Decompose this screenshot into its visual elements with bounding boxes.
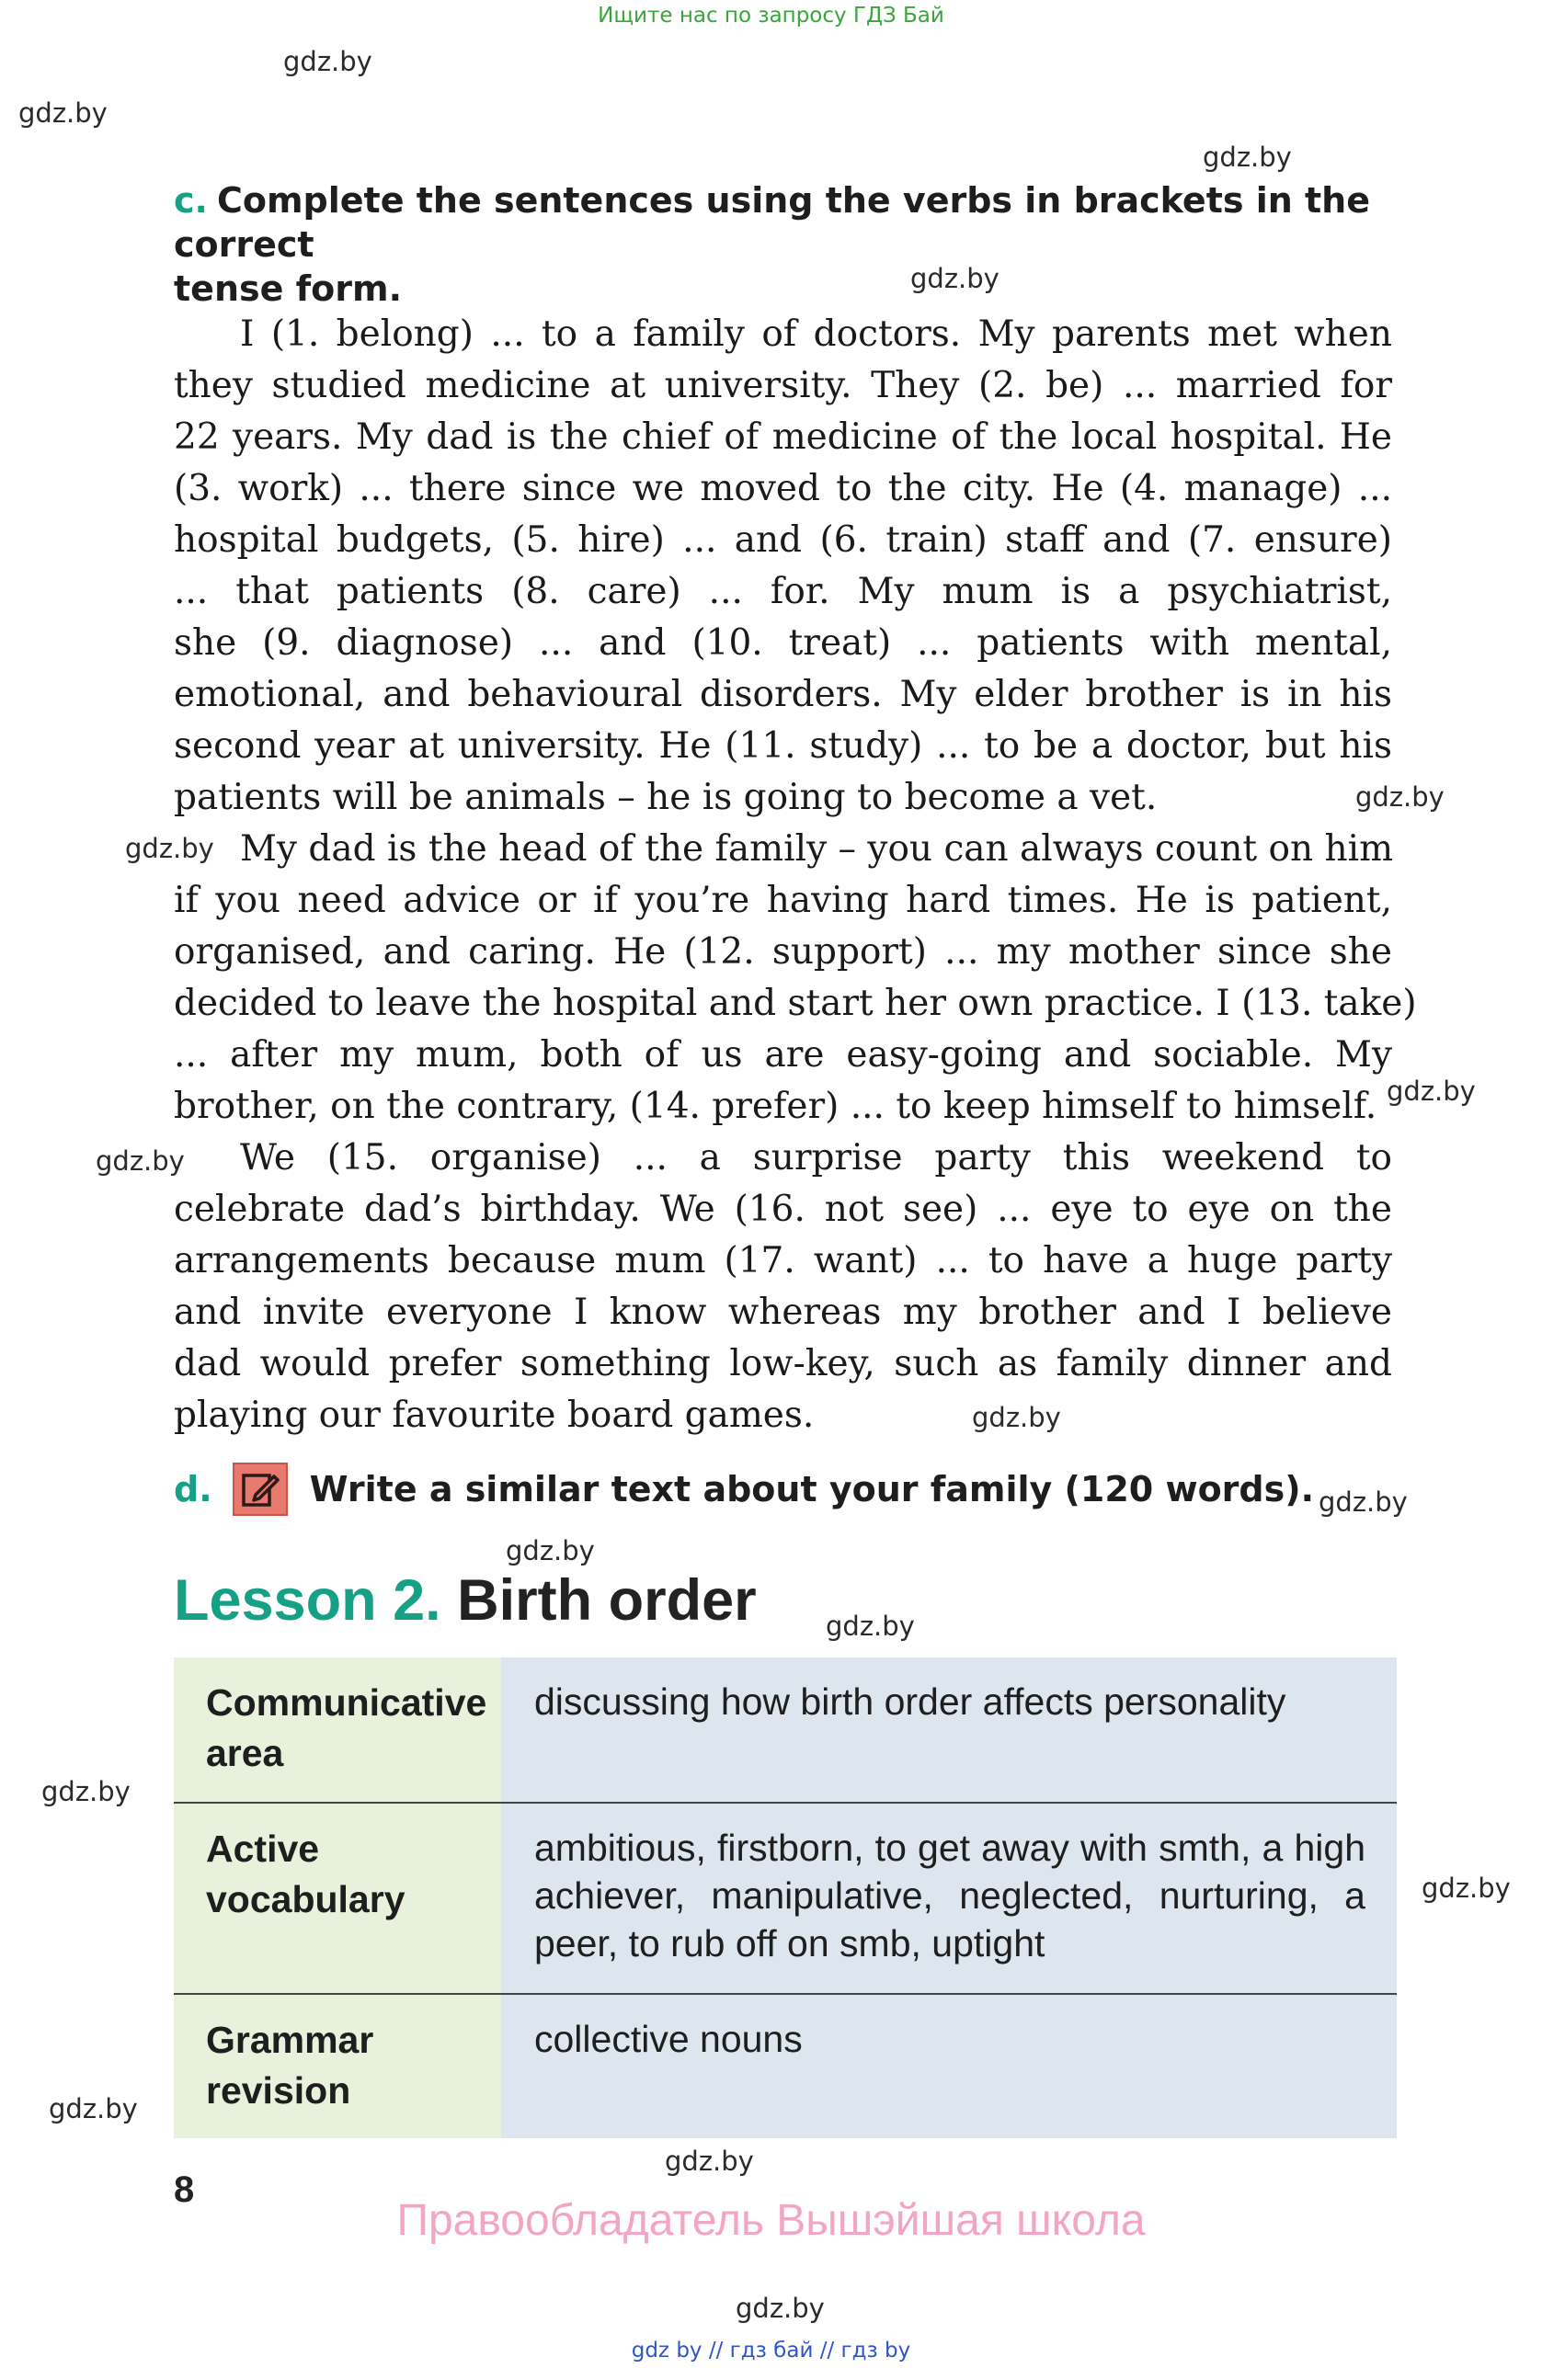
task-c-instruction	[174, 178, 1397, 311]
write-icon	[233, 1463, 288, 1516]
watermark: gdz.by	[1422, 1873, 1511, 1904]
task-letter: d.	[174, 1469, 212, 1509]
text-line: We (15. organise) ... a surprise party this weekend to	[240, 1137, 1392, 1179]
lesson-number: Lesson 2.	[174, 1568, 441, 1633]
text-line: second year at university. He (11. study) ... to be a doctor, but his	[174, 725, 1392, 767]
table-value: collective nouns	[501, 1995, 1397, 2138]
text-line: ... after my mum, both of us are easy-going and sociable. My	[174, 1034, 1392, 1076]
text-line: and invite everyone I know whereas my brother and I believe	[174, 1292, 1392, 1333]
instruction-line: Complete the sentences using the verbs in brackets in the correct	[174, 180, 1371, 265]
table-label	[174, 1995, 501, 2138]
watermark: gdz.by	[1319, 1486, 1408, 1518]
label-line: revision	[206, 2069, 351, 2112]
text-line: arrangements because mum (17. want) ... to have a huge party	[174, 1240, 1392, 1281]
text-line: ... that patients (8. care) ... for. My mum is a psychiatrist,	[174, 571, 1392, 612]
text-line: if you need advice or if you’re having hard times. He is patient,	[174, 880, 1392, 921]
task-d-instruction	[174, 1462, 1314, 1517]
watermark: gdz.by	[41, 1776, 131, 1807]
text-paragraph	[174, 824, 1417, 1133]
text-line: she (9. diagnose) ... and (10. treat) ... patients with mental,	[174, 622, 1392, 664]
watermark: gdz.by	[736, 2293, 825, 2324]
text-line: they studied medicine at university. They (2. be) ... married for	[174, 365, 1392, 406]
search-hint-link[interactable]: Ищите нас по запросу ГДЗ Бай	[598, 4, 944, 28]
footer-links[interactable]: gdz by // гдз бай // гдз by	[631, 2339, 911, 2363]
task-d-text: Write a similar text about your family (120 words).	[309, 1469, 1315, 1509]
text-line: hospital budgets, (5. hire) ... and (6. train) staff and (7. ensure)	[174, 519, 1392, 561]
rights-holder: Правообладатель Вышэйшая школа	[396, 2196, 1146, 2245]
lesson-title	[174, 1567, 757, 1634]
watermark: gdz.by	[910, 263, 999, 294]
text-line: (3. work) ... there since we moved to the city. He (4. manage) ...	[174, 468, 1392, 509]
text-line: I (1. belong) ... to a family of doctors. My parents met when	[240, 313, 1392, 355]
watermark: gdz.by	[49, 2093, 138, 2124]
table-label	[174, 1657, 501, 1802]
table-row	[174, 1657, 1397, 1804]
watermark: gdz.by	[18, 97, 108, 129]
table-value: discussing how birth order affects personality	[501, 1657, 1397, 1802]
watermark: gdz.by	[665, 2146, 754, 2177]
watermark: gdz.by	[1203, 142, 1292, 173]
text-line: patients will be animals – he is going to become a vet.	[174, 777, 1158, 818]
text-line: My dad is the head of the family – you can always count on him	[240, 828, 1394, 870]
label-line: Active	[206, 1828, 320, 1870]
watermark: gdz.by	[826, 1611, 915, 1642]
lesson-name: Birth order	[457, 1568, 757, 1633]
text-line: dad would prefer something low-key, such as family dinner and	[174, 1343, 1392, 1384]
label-line: area	[206, 1732, 284, 1774]
table-label	[174, 1804, 501, 1993]
instruction-line: tense form.	[174, 268, 403, 309]
text-paragraph	[174, 1133, 1392, 1441]
task-letter: c.	[174, 180, 208, 221]
table-row	[174, 1804, 1397, 1995]
label-line: Grammar	[206, 2019, 374, 2061]
watermark: gdz.by	[1355, 781, 1445, 813]
text-line: decided to leave the hospital and start her own practice. I (13. take)	[174, 983, 1417, 1024]
lesson-info-table	[174, 1657, 1397, 2138]
text-paragraph	[174, 309, 1392, 824]
watermark: gdz.by	[506, 1535, 595, 1566]
text-line: 22 years. My dad is the chief of medicine of the local hospital. He	[174, 416, 1392, 458]
label-line: vocabulary	[206, 1878, 405, 1920]
page-number: 8	[174, 2169, 195, 2210]
watermark: gdz.by	[972, 1402, 1061, 1433]
watermark: gdz.by	[96, 1145, 185, 1177]
watermark: gdz.by	[283, 46, 372, 77]
table-value: ambitious, firstborn, to get away with smth, a high achiever, manipulative, neglected, nurturing, a peer, to rub off on smb, uptight	[501, 1804, 1397, 1993]
text-line: brother, on the contrary, (14. prefer) ... to keep himself to himself.	[174, 1086, 1377, 1127]
text-line: emotional, and behavioural disorders. My elder brother is in his	[174, 674, 1392, 715]
text-line: celebrate dad’s birthday. We (16. not see) ... eye to eye on the	[174, 1189, 1392, 1230]
text-line: playing our favourite board games.	[174, 1395, 815, 1436]
watermark: gdz.by	[1387, 1076, 1476, 1107]
watermark: gdz.by	[125, 833, 214, 864]
text-line: organised, and caring. He (12. support) ... my mother since she	[174, 931, 1392, 973]
table-row	[174, 1995, 1397, 2138]
label-line: Communicative	[206, 1681, 487, 1724]
